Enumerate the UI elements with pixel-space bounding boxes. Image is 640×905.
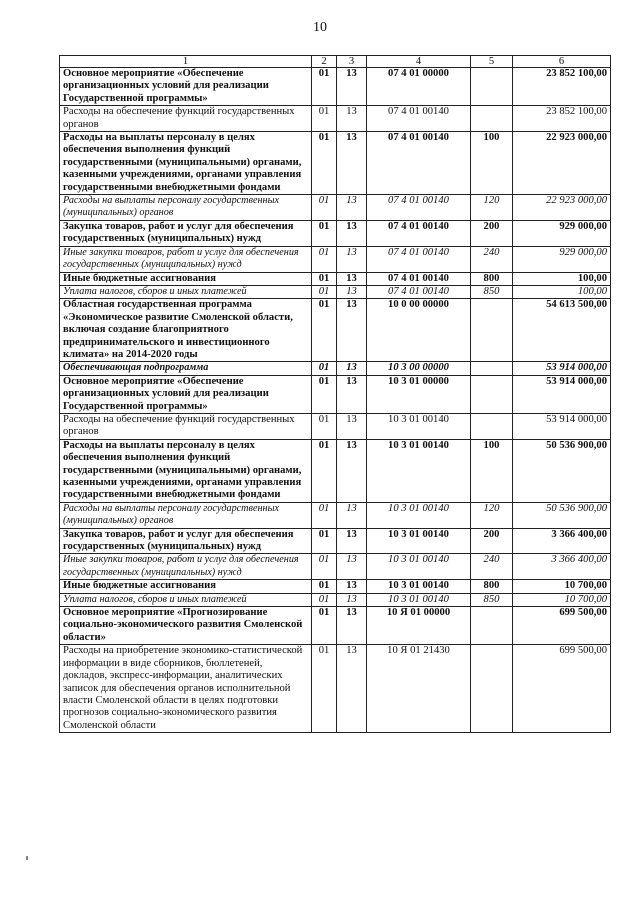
cell-expense-type [471,413,513,439]
cell-subsection: 13 [337,607,367,645]
cell-subsection: 13 [337,285,367,298]
cell-subsection: 13 [337,502,367,528]
header-col-6: 6 [513,56,611,68]
cell-target-article: 10 3 01 00000 [367,375,471,413]
table-row [60,299,611,362]
header-col-3: 3 [337,56,367,68]
cell-expense-type: 240 [471,246,513,272]
table-row [60,502,611,528]
cell-section: 01 [312,220,337,246]
cell-amount: 929 000,00 [513,246,611,272]
cell-amount: 100,00 [513,285,611,298]
cell-amount: 3 366 400,00 [513,554,611,580]
cell-section: 01 [312,106,337,132]
cell-expense-type [471,362,513,375]
table-row [60,554,611,580]
header-col-1: 1 [60,56,312,68]
cell-subsection: 13 [337,554,367,580]
cell-subsection: 13 [337,246,367,272]
table-row [60,375,611,413]
table-header-row [60,56,611,68]
cell-target-article: 10 Я 01 21430 [367,645,471,733]
cell-name: Уплата налогов, сборов и иных платежей [60,285,312,298]
cell-expense-type: 100 [471,439,513,502]
cell-amount: 100,00 [513,272,611,285]
page-number: 10 [313,20,327,35]
table-row [60,106,611,132]
cell-name: Основное мероприятие «Прогнозирование социально-экономического развития Смоленской области» [60,607,312,645]
table-row [60,362,611,375]
cell-expense-type [471,106,513,132]
cell-section: 01 [312,554,337,580]
cell-name: Расходы на обеспечение функций государственных органов [60,413,312,439]
cell-expense-type: 120 [471,502,513,528]
cell-target-article: 10 Я 01 00000 [367,607,471,645]
cell-expense-type [471,607,513,645]
cell-section: 01 [312,645,337,733]
cell-target-article: 07 4 01 00140 [367,246,471,272]
table-row [60,246,611,272]
cell-target-article: 10 3 01 00140 [367,413,471,439]
cell-target-article: 10 3 01 00140 [367,502,471,528]
cell-subsection: 13 [337,528,367,554]
cell-section: 01 [312,580,337,593]
cell-name: Уплата налогов, сборов и иных платежей [60,593,312,606]
table-row [60,528,611,554]
cell-name: Закупка товаров, работ и услуг для обеспечения государственных (муниципальных) нужд [60,528,312,554]
cell-amount: 22 923 000,00 [513,132,611,195]
cell-amount: 23 852 100,00 [513,106,611,132]
cell-subsection: 13 [337,439,367,502]
cell-subsection: 13 [337,195,367,221]
table-row [60,580,611,593]
cell-subsection: 13 [337,299,367,362]
cell-amount: 53 914 000,00 [513,375,611,413]
cell-subsection: 13 [337,68,367,106]
cell-expense-type [471,68,513,106]
cell-name: Обеспечивающая подпрограмма [60,362,312,375]
cell-expense-type: 800 [471,272,513,285]
cell-name: Областная государственная программа «Экономическое развитие Смоленской области, включая создание благоприятного предпринимательского и инвестиционного климата» на 2014-2020 годы [60,299,312,362]
cell-amount: 699 500,00 [513,607,611,645]
cell-target-article: 10 3 01 00140 [367,528,471,554]
cell-name: Основное мероприятие «Обеспечение организационных условий для реализации Государственной программы» [60,375,312,413]
cell-amount: 10 700,00 [513,593,611,606]
cell-section: 01 [312,502,337,528]
header-col-2: 2 [312,56,337,68]
cell-section: 01 [312,439,337,502]
cell-amount: 54 613 500,00 [513,299,611,362]
cell-expense-type: 200 [471,220,513,246]
cell-section: 01 [312,246,337,272]
table-row [60,285,611,298]
table-row [60,195,611,221]
cell-subsection: 13 [337,272,367,285]
cell-name: Расходы на выплаты персоналу в целях обеспечения выполнения функций государственными (муниципальными) органами, казенными учреждениями, органами управления государственными внебюджетными фондами [60,132,312,195]
cell-name: Иные закупки товаров, работ и услуг для обеспечения государственных (муниципальных) нужд [60,554,312,580]
cell-expense-type: 100 [471,132,513,195]
cell-target-article: 07 4 01 00140 [367,106,471,132]
cell-name: Иные закупки товаров, работ и услуг для обеспечения государственных (муниципальных) нужд [60,246,312,272]
cell-target-article: 07 4 01 00140 [367,132,471,195]
cell-subsection: 13 [337,362,367,375]
scan-mark [26,856,28,860]
cell-section: 01 [312,607,337,645]
cell-expense-type: 120 [471,195,513,221]
cell-name: Расходы на приобретение экономико-статистической информации в виде сборников, бюллетеней, докладов, экспресс-информации, аналитических записок для обеспечения органов исполнительной власти Смоленской области в целях подготовки прогнозов социально-экономического развития Смоленской области [60,645,312,733]
cell-target-article: 10 3 00 00000 [367,362,471,375]
cell-section: 01 [312,375,337,413]
cell-section: 01 [312,272,337,285]
cell-section: 01 [312,68,337,106]
cell-section: 01 [312,413,337,439]
cell-expense-type: 240 [471,554,513,580]
cell-section: 01 [312,362,337,375]
cell-expense-type: 850 [471,593,513,606]
cell-expense-type: 800 [471,580,513,593]
cell-subsection: 13 [337,220,367,246]
cell-name: Закупка товаров, работ и услуг для обеспечения государственных (муниципальных) нужд [60,220,312,246]
cell-name: Расходы на выплаты персоналу в целях обеспечения выполнения функций государственными (муниципальными) органами, казенными учреждениями, органами управления государственными внебюджетными фондами [60,439,312,502]
cell-section: 01 [312,593,337,606]
cell-amount: 23 852 100,00 [513,68,611,106]
table-row [60,68,611,106]
cell-expense-type [471,299,513,362]
cell-amount: 53 914 000,00 [513,413,611,439]
cell-subsection: 13 [337,413,367,439]
cell-name: Расходы на обеспечение функций государственных органов [60,106,312,132]
cell-name: Иные бюджетные ассигнования [60,272,312,285]
cell-expense-type [471,375,513,413]
cell-name: Расходы на выплаты персоналу государственных (муниципальных) органов [60,502,312,528]
cell-subsection: 13 [337,106,367,132]
table-row [60,132,611,195]
cell-name: Основное мероприятие «Обеспечение организационных условий для реализации Государственной программы» [60,68,312,106]
cell-target-article: 10 3 01 00140 [367,593,471,606]
cell-amount: 10 700,00 [513,580,611,593]
cell-target-article: 07 4 01 00140 [367,195,471,221]
cell-target-article: 07 4 01 00140 [367,285,471,298]
cell-amount: 3 366 400,00 [513,528,611,554]
cell-section: 01 [312,132,337,195]
cell-amount: 53 914 000,00 [513,362,611,375]
cell-target-article: 10 3 01 00140 [367,554,471,580]
header-col-5: 5 [471,56,513,68]
cell-subsection: 13 [337,593,367,606]
table-row [60,272,611,285]
cell-section: 01 [312,528,337,554]
cell-target-article: 07 4 01 00000 [367,68,471,106]
cell-section: 01 [312,285,337,298]
cell-amount: 929 000,00 [513,220,611,246]
cell-target-article: 10 0 00 00000 [367,299,471,362]
cell-amount: 22 923 000,00 [513,195,611,221]
cell-subsection: 13 [337,645,367,733]
table-row [60,439,611,502]
cell-target-article: 10 3 01 00140 [367,439,471,502]
cell-name: Иные бюджетные ассигнования [60,580,312,593]
cell-amount: 50 536 900,00 [513,439,611,502]
cell-subsection: 13 [337,132,367,195]
table-row [60,607,611,645]
table-row [60,645,611,733]
cell-expense-type: 850 [471,285,513,298]
cell-target-article: 07 4 01 00140 [367,272,471,285]
cell-name: Расходы на выплаты персоналу государственных (муниципальных) органов [60,195,312,221]
cell-expense-type [471,645,513,733]
cell-amount: 699 500,00 [513,645,611,733]
cell-target-article: 10 3 01 00140 [367,580,471,593]
table-row [60,220,611,246]
cell-subsection: 13 [337,375,367,413]
table-row [60,593,611,606]
cell-section: 01 [312,299,337,362]
cell-amount: 50 536 900,00 [513,502,611,528]
table-row [60,413,611,439]
cell-target-article: 07 4 01 00140 [367,220,471,246]
cell-expense-type: 200 [471,528,513,554]
budget-table [59,55,611,733]
table-body [60,68,611,733]
cell-subsection: 13 [337,580,367,593]
header-col-4: 4 [367,56,471,68]
cell-section: 01 [312,195,337,221]
